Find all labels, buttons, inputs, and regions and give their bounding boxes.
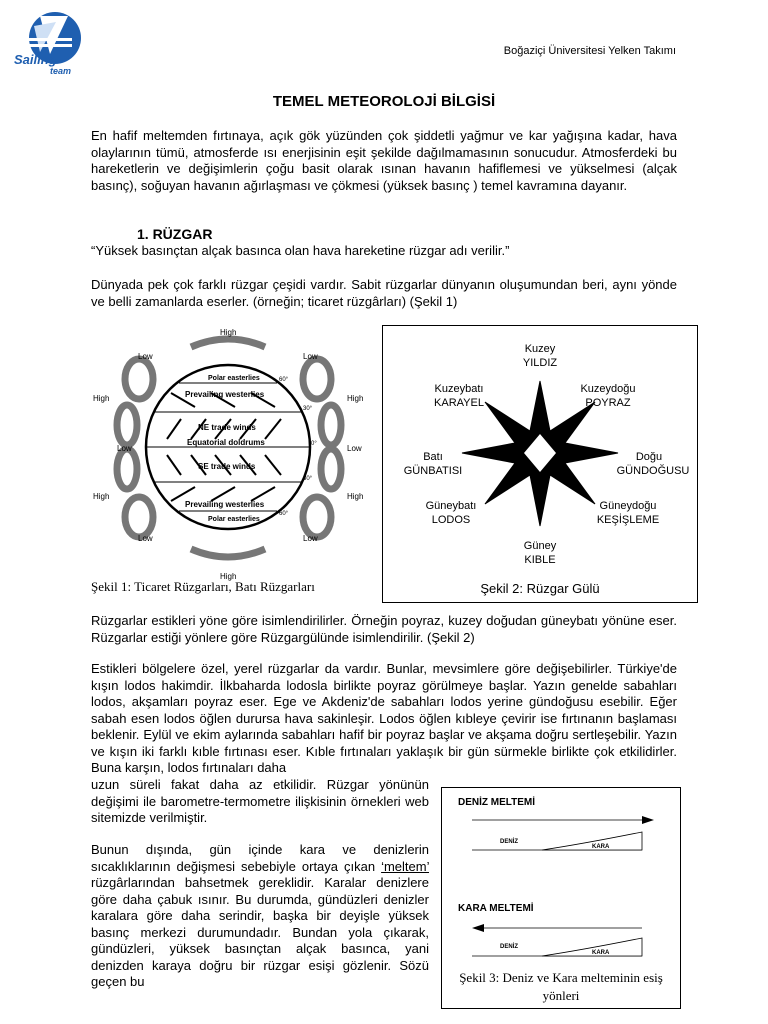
- land-breeze-diagram: [472, 924, 642, 956]
- label-low-top-left: Low: [138, 352, 153, 361]
- meltem-paragraph: [91, 842, 429, 991]
- figure3-frame: [441, 787, 681, 1009]
- label-low-top-right: Low: [303, 352, 318, 361]
- label-lat-30s: 30°: [303, 476, 313, 482]
- wind-naming-paragraph: Rüzgarlar estikleri yöne göre isimlendirilirler. Örneğin poyraz, kuzey doğudan güneybatı yönüne eser. Rüzgarlar estiği yönlere göre Rüzgargülünde isimlendirilir. (Şekil 2): [91, 613, 677, 645]
- label-high-right-1: High: [347, 394, 364, 403]
- figure1-global-winds-diagram: [91, 323, 376, 585]
- label-high-bottom: High: [220, 572, 237, 581]
- rose-nw-name: KARAYEL: [434, 397, 484, 409]
- sea-label-1: DENİZ: [500, 839, 518, 845]
- logo-text-team: team: [50, 66, 72, 76]
- label-ne-trade-winds: NE trade winds: [198, 423, 256, 432]
- land-breeze-arrow-head-icon: [472, 924, 484, 932]
- wind-definition-quote: “Yüksek basınçtan alçak basınca olan hava hareketine rüzgar adı verilir.”: [91, 243, 510, 258]
- label-high-left-1: High: [93, 394, 110, 403]
- figure2-caption: Şekil 2: Rüzgar Gülü: [480, 581, 600, 596]
- organization-name: Boğaziçi Üniversitesi Yelken Takımı: [503, 45, 676, 57]
- sailing-team-logo: [10, 8, 92, 78]
- page-title: TEMEL METEOROLOJİ BİLGİSİ: [272, 93, 496, 110]
- sea-breeze-arrow-head-icon: [642, 816, 654, 824]
- rose-ne-dir: Kuzeydoğu: [580, 383, 636, 395]
- rose-e-name: GÜNDOĞUSU: [616, 465, 690, 477]
- rose-e-dir: Doğu: [635, 451, 663, 463]
- rose-nw-dir: Kuzeybatı: [434, 383, 484, 395]
- figure2-frame: [382, 325, 698, 603]
- land-breeze-title: KARA MELTEMİ: [458, 903, 534, 914]
- rose-n-dir: Kuzey: [524, 343, 556, 355]
- figure2-wind-rose: [383, 326, 697, 574]
- land-label-2: KARA: [592, 950, 610, 956]
- sea-breeze-title: DENİZ MELTEMİ: [458, 797, 536, 808]
- rose-sw-name: LODOS: [431, 514, 471, 526]
- label-high-right-2: High: [347, 492, 364, 501]
- sea-label-2: DENİZ: [500, 944, 518, 950]
- label-lat-0: 0°: [311, 441, 317, 447]
- local-winds-paragraph: Estikleri bölgelere özel, yerel rüzgarlar da vardır. Bunlar, mevsimlere göre değişebilirler. Türkiye'de kışın lodos hakimdir. İlkbaharda lodosla birlikte poyraz görülmeye başlar. Yazın genelde sabahları lodos, akşamları poyraz eser. Ege ve Akdeniz'de sabahları lodos yerine gündoğusu esebilir. Eğer sabah esen lodos öğlen durursa hava sakinleşir. Lodos öğlen kıbleye çevirir ise fırtınanın başlaması beklenir. Eylül ve ekim aylarında sabahları hafif bir poyraz başlar ve akşama doğru sertleşebilir. Yazın ve kışın iki farklı kıble fırtınası eser. Kıble fırtınaları yaklaşık bir gün sürmekle birlikte çok etkilidirler. Buna karşın, lodos fırtınaları daha: [91, 661, 677, 775]
- label-low-left: Low: [117, 444, 132, 453]
- label-high-left-2: High: [93, 492, 110, 501]
- meltem-text-2: rüzgârlarından bahsetmek gereklidir. Karalar denizlere göre daha çabuk ısınır. Bu durumda, gündüzleri denizler karalara göre daha serindir, başka bir deyişle yüksek basınç merkezi durumundadır. Bundan yola çıkarak, gündüzleri, yüksek basınçtan alçak basınca, yani denizden karaya doğru bir rüzgar esişi gözlenir. Sözü geçen bu: [91, 875, 429, 989]
- label-lat-60n: 60°: [279, 377, 289, 383]
- figure3-breeze-diagram: [442, 788, 680, 966]
- label-high-top: High: [220, 328, 237, 337]
- figure3-caption: Şekil 3: Deniz ve Kara melteminin esiş yönleri: [459, 970, 663, 1003]
- rose-sw-dir: Güneybatı: [425, 500, 477, 512]
- rose-w-dir: Batı: [423, 451, 443, 463]
- label-prevailing-westerlies-s: Prevailing westerlies: [185, 500, 265, 509]
- label-low-bottom-right: Low: [303, 534, 318, 543]
- rose-w-name: GÜNBATISI: [403, 465, 463, 477]
- rose-ne-name: POYRAZ: [585, 397, 631, 409]
- intro-paragraph: En hafif meltemden fırtınaya, açık gök yüzünden çok şiddetli yağmur ve kar yağışına kadar, hava olaylarının tümü, atmosferde ısı enerjisinin eşit şekilde dağılmamasının sonucudur. Atmosferdeki bu hareketlerin ve değişimlerin çoğu basit olarak ısınan havanın hafiflemesi ve yükselmesi (alçak basınç), soğuyan havanın ağırlaşması ve çökmesi (yüksek basınç ) temel kavramına dayanır.: [91, 128, 677, 193]
- sea-breeze-diagram: [472, 816, 654, 850]
- label-lat-60s: 60°: [279, 511, 289, 517]
- label-prevailing-westerlies-n: Prevailing westerlies: [185, 390, 265, 399]
- label-lat-30n: 30°: [303, 406, 313, 412]
- label-equatorial-doldrums: Equatorial doldrums: [187, 438, 265, 447]
- rose-se-dir: Güneydoğu: [599, 500, 657, 512]
- label-low-bottom-left: Low: [138, 534, 153, 543]
- label-polar-easterlies-s: Polar easterlies: [208, 516, 260, 523]
- label-se-trade-winds: SE trade winds: [198, 462, 256, 471]
- rose-n-name: YILDIZ: [522, 357, 558, 369]
- land-label-1: KARA: [592, 844, 610, 850]
- logo-text-sailing: Sailing: [14, 52, 57, 67]
- figure1-caption: Şekil 1: Ticaret Rüzgarları, Batı Rüzgarları: [91, 579, 315, 594]
- section-heading-ruzgar: 1. RÜZGAR: [137, 226, 213, 242]
- wind-types-paragraph: Dünyada pek çok farklı rüzgar çeşidi vardır. Sabit rüzgarlar dünyanın oluşumundan beri, aynı yönde ve belli zamanlarda eserler. (örneğin; ticaret rüzgârları) (Şekil 1): [91, 277, 677, 309]
- meltem-text-1: Bunun dışında, gün içinde kara ve denizlerin sıcaklıklarının değişmesi sebebiyle ortaya çıkan: [91, 842, 429, 874]
- local-winds-paragraph-cont: uzun süreli fakat daha az etkilidir. Rüzgar yönünün değişimi ile barometre-termometre ilişkisinin örnekleri web sitemizde verilmiştir.: [91, 777, 429, 825]
- rose-s-dir: Güney: [523, 540, 557, 552]
- meltem-term: ‘meltem’: [381, 858, 429, 874]
- rose-s-name: KIBLE: [524, 554, 556, 566]
- rose-se-name: KEŞİŞLEME: [596, 514, 660, 526]
- label-low-right: Low: [347, 444, 362, 453]
- label-polar-easterlies-n: Polar easterlies: [208, 375, 260, 382]
